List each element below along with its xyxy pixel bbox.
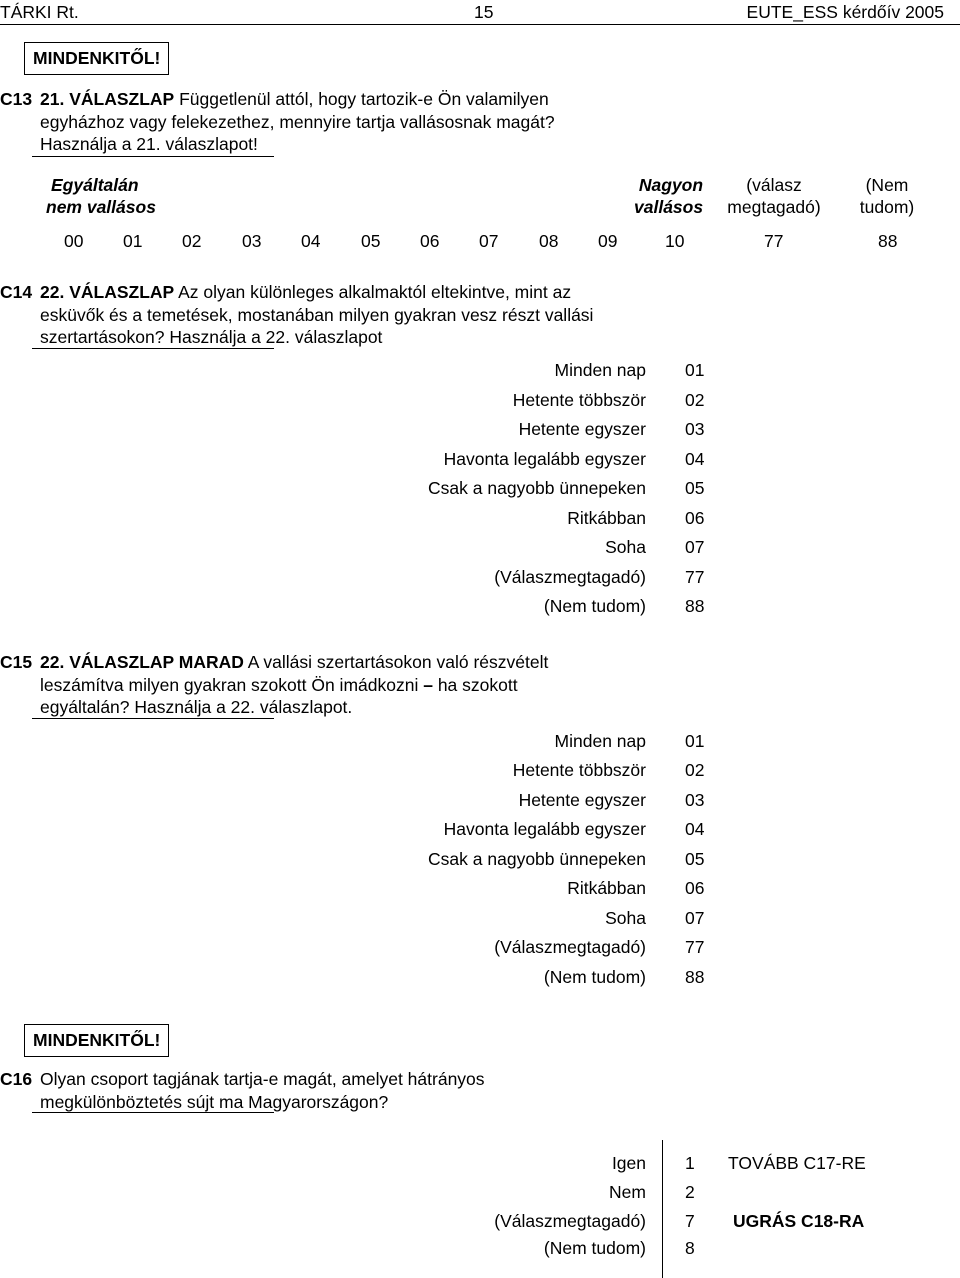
question-c16 [40, 1068, 485, 1113]
header-left: TÁRKI Rt. [0, 2, 79, 22]
option-label: Hetente többször [512, 390, 646, 410]
header-divider [0, 24, 960, 25]
underline-rule [32, 156, 274, 157]
option-code: 07 [685, 537, 705, 557]
question-c14 [40, 281, 593, 349]
instruction-box: MINDENKITŐL! [24, 42, 169, 75]
option-label: (Nem tudom) [543, 967, 646, 987]
question-text-line: ha szokott [437, 674, 518, 695]
option-code: 04 [685, 819, 705, 839]
question-text-line: Használja a 21. válaszlapot! [40, 134, 258, 154]
page-number: 15 [474, 2, 494, 22]
option-code: 8 [685, 1238, 695, 1258]
question-text-line: Függetlenül attól, hogy tartozik-e Ön valamilyen [179, 89, 549, 109]
underline-rule [32, 718, 274, 719]
option-label: (Válaszmegtagadó) [494, 937, 646, 957]
option-code: 01 [685, 360, 705, 380]
option-label: (Nem tudom) [543, 1238, 646, 1258]
question-c13 [40, 88, 555, 156]
scale-number: 07 [479, 231, 499, 251]
scale-number: 09 [598, 231, 618, 251]
question-text-line: esküvők és a temetések, mostanában milyen gyakran vesz részt vallási [40, 304, 594, 325]
question-text-line: szertartásokon? Használja a 22. válaszlapot [40, 327, 383, 347]
scale-number: 04 [301, 231, 321, 251]
option-code: 02 [685, 760, 705, 780]
option-label: Hetente többször [512, 760, 646, 780]
option-code: 2 [685, 1182, 695, 1202]
question-code: C13 [0, 89, 33, 109]
option-label: Havonta legalább egyszer [443, 449, 646, 469]
header-right: EUTE_ESS kérdőív 2005 [746, 2, 944, 22]
scale-number: 03 [242, 231, 262, 251]
option-code: 77 [685, 937, 705, 957]
scale-refused-label: (válasz megtagadó) [727, 175, 821, 217]
option-code: 07 [685, 908, 705, 928]
question-text-line: A vallási szertartásokon való részvételt [247, 652, 549, 672]
card-label: 22. VÁLASZLAP [40, 282, 175, 302]
question-code: C14 [0, 282, 33, 302]
question-text-line: egyházhoz vagy felekezethez, mennyire tartja vallásosnak magát? [40, 111, 555, 132]
option-code: 05 [685, 478, 705, 498]
scale-number: 77 [764, 231, 784, 251]
option-label: Ritkábban [567, 878, 646, 898]
question-code: C16 [0, 1069, 33, 1089]
option-label: Havonta legalább egyszer [443, 819, 646, 839]
option-code: 02 [685, 390, 705, 410]
scale-number: 02 [182, 231, 202, 251]
question-text-line: megkülönböztetés sújt ma Magyarországon? [40, 1091, 389, 1112]
scale-dk-label: (Nem tudom) [859, 175, 915, 217]
option-label: Minden nap [554, 731, 646, 751]
question-code: C15 [0, 652, 33, 672]
option-code: 06 [685, 878, 705, 898]
underline-rule [32, 348, 274, 349]
scale-number: 06 [420, 231, 440, 251]
scale-number: 10 [665, 231, 685, 251]
option-code: 06 [685, 508, 705, 528]
dash: – [423, 674, 433, 695]
option-label: Hetente egyszer [518, 419, 646, 439]
option-code: 03 [685, 419, 705, 439]
option-code: 1 [685, 1153, 695, 1173]
card-label: 22. VÁLASZLAP MARAD [40, 652, 244, 672]
instruction-box: MINDENKITŐL! [24, 1024, 169, 1057]
option-code: 7 [685, 1211, 695, 1231]
option-label: (Válaszmegtagadó) [494, 1211, 646, 1231]
card-label: 21. VÁLASZLAP [40, 89, 175, 109]
question-text-line: Olyan csoport tagjának tartja-e magát, amelyet hátrányos [40, 1069, 485, 1089]
option-label: Soha [605, 908, 646, 928]
option-code: 88 [685, 596, 705, 616]
question-text-line: Az olyan különleges alkalmaktól eltekintve, mint az [178, 282, 572, 302]
scale-number: 08 [539, 231, 559, 251]
option-code: 05 [685, 849, 705, 869]
option-label: Soha [605, 537, 646, 557]
option-code: 01 [685, 731, 705, 751]
question-text-line: leszámítva milyen gyakran szokott Ön imádkozni [40, 674, 419, 695]
scale-anchor-right: Nagyon vallásos [634, 175, 704, 217]
option-label: Ritkábban [567, 508, 646, 528]
underline-rule [32, 1112, 274, 1113]
question-c15 [40, 651, 548, 719]
scale-anchor-left: Egyáltalán nem vallásos [46, 175, 156, 217]
scale-number: 01 [123, 231, 143, 251]
option-label: Csak a nagyobb ünnepeken [428, 849, 646, 869]
question-text-line: egyáltalán? Használja a 22. válaszlapot. [40, 697, 353, 717]
option-label: Csak a nagyobb ünnepeken [428, 478, 646, 498]
routing-instruction: UGRÁS C18-RA [733, 1211, 865, 1231]
option-code: 03 [685, 790, 705, 810]
scale-number: 88 [878, 231, 898, 251]
routing-instruction: TOVÁBB C17-RE [728, 1153, 866, 1173]
option-label: Nem [609, 1182, 646, 1202]
option-code: 04 [685, 449, 705, 469]
option-label: Hetente egyszer [518, 790, 646, 810]
option-code: 88 [685, 967, 705, 987]
scale-number: 05 [361, 231, 381, 251]
option-label: (Nem tudom) [543, 596, 646, 616]
option-label: (Válaszmegtagadó) [494, 567, 646, 587]
option-label: Igen [611, 1153, 646, 1173]
scale-number: 00 [64, 231, 84, 251]
option-label: Minden nap [554, 360, 646, 380]
column-divider [662, 1140, 663, 1278]
option-code: 77 [685, 567, 705, 587]
